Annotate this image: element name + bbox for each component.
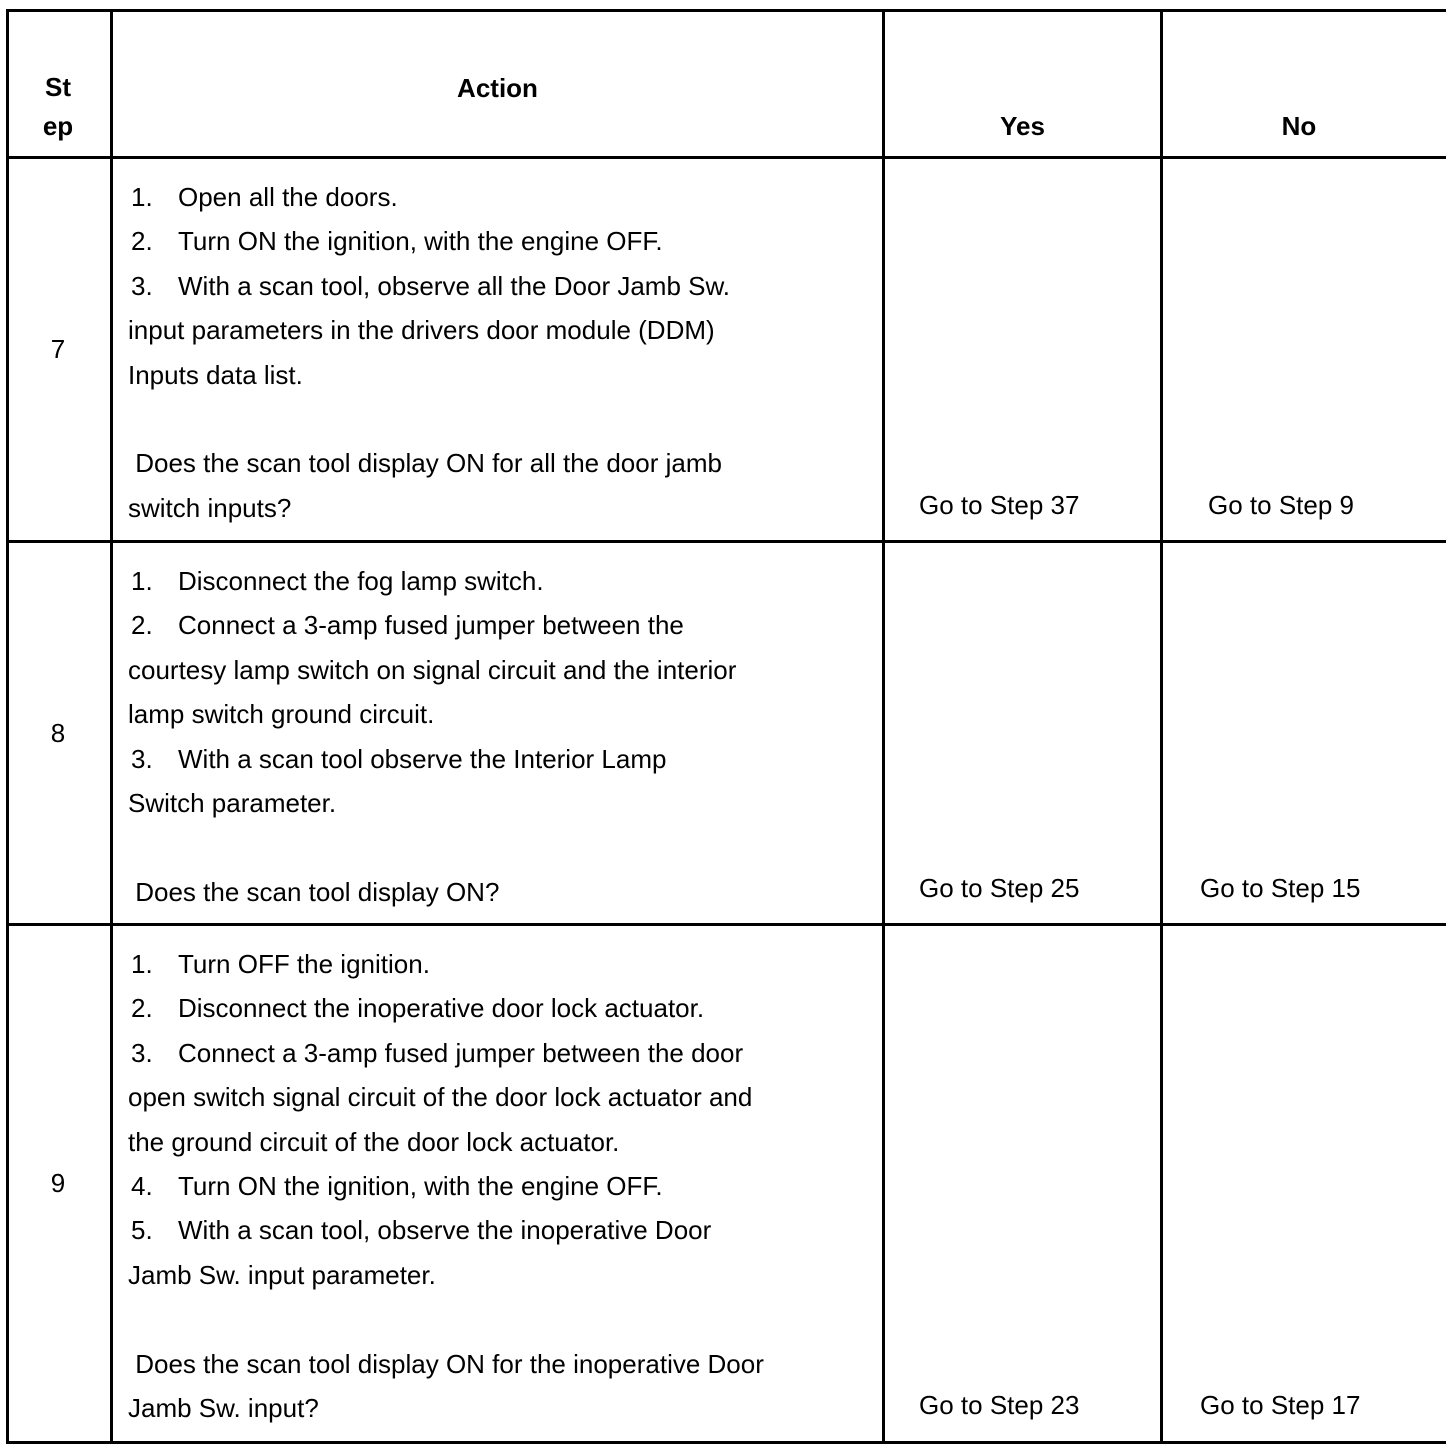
action-line: [128, 870, 736, 914]
action-line: [128, 1164, 764, 1208]
action-line: [128, 986, 764, 1030]
step-number: 7: [50, 334, 66, 364]
action-line-text: open switch signal circuit of the door lock actuator and: [128, 1082, 753, 1113]
row-divider: [9, 156, 1446, 159]
row-divider: [9, 540, 1446, 543]
action-line: [128, 648, 736, 692]
action-line: [128, 1253, 764, 1297]
action-line: [128, 559, 736, 603]
header-yes: Yes: [1000, 111, 1045, 141]
step-list-number: 1.: [131, 566, 153, 596]
action-line-text: input parameters in the drivers door module (DDM): [128, 315, 715, 346]
no-result: Go to Step 17: [1200, 1390, 1361, 1420]
action-line-text: Connect a 3-amp fused jumper between the door: [178, 1037, 744, 1068]
step-list-number: 4.: [131, 1170, 153, 1201]
action-line: [128, 1208, 764, 1252]
yes-result: Go to Step 25: [919, 873, 1080, 903]
action-line: [128, 1120, 764, 1164]
no-result: Go to Step 9: [1208, 490, 1354, 520]
action-line: [128, 603, 736, 647]
action-text: [128, 175, 730, 530]
column-divider: [110, 12, 113, 1441]
action-text: [128, 559, 736, 914]
yes-result: Go to Step 37: [919, 490, 1080, 520]
action-line: [128, 737, 736, 781]
action-text: [128, 942, 764, 1430]
action-line: [128, 781, 736, 825]
step-list-number: 2.: [131, 610, 153, 641]
action-line: [128, 1386, 764, 1430]
step-list-number: 2.: [131, 993, 153, 1024]
step-list-number: 3.: [131, 1037, 153, 1068]
step-list-number: 3.: [131, 270, 153, 301]
step-number: 9: [50, 1168, 66, 1198]
action-line: [128, 308, 730, 352]
header-step: [9, 68, 107, 146]
step-list-number: 1.: [131, 182, 153, 212]
action-line-text: With a scan tool, observe all the Door Jamb Sw.: [178, 270, 731, 301]
row-divider: [9, 923, 1446, 926]
action-line-text: courtesy lamp switch on signal circuit and the interior: [128, 654, 737, 685]
action-line: [128, 1297, 764, 1341]
step-list-number: 2.: [131, 226, 153, 257]
action-line-text: Connect a 3-amp fused jumper between the: [178, 610, 684, 641]
yes-result: Go to Step 23: [919, 1390, 1080, 1420]
no-result: Go to Step 15: [1200, 873, 1361, 903]
action-line: [128, 441, 730, 485]
action-line: [128, 942, 764, 986]
action-line: [128, 1031, 764, 1075]
action-line-text: Does the scan tool display ON for the inoperative Door: [128, 1348, 764, 1379]
action-line: [128, 175, 730, 219]
action-line: [128, 486, 730, 530]
action-line-text: Disconnect the inoperative door lock actuator.: [178, 993, 705, 1024]
action-line-text: Open all the doors.: [178, 182, 398, 212]
action-line: [128, 1075, 764, 1119]
action-line: [128, 264, 730, 308]
diagnostic-table: [6, 9, 1446, 1444]
header-step-line1: St: [45, 72, 71, 102]
header-action: Action: [457, 73, 538, 103]
action-line: [128, 353, 730, 397]
header-step-line2: ep: [42, 111, 74, 141]
action-line-text: Turn OFF the ignition.: [178, 949, 430, 979]
action-line-text: switch inputs?: [128, 492, 292, 523]
step-number: 8: [50, 718, 66, 748]
action-line: [128, 825, 736, 869]
action-line-text: lamp switch ground circuit.: [128, 699, 435, 730]
action-line-text: Turn ON the ignition, with the engine OFF.: [178, 226, 663, 257]
action-line-text: With a scan tool observe the Interior Lamp: [178, 743, 667, 774]
action-line: [128, 692, 736, 736]
step-list-number: 3.: [131, 743, 153, 774]
column-divider: [882, 12, 885, 1441]
action-line-text: Disconnect the fog lamp switch.: [178, 566, 544, 596]
action-line-text: Jamb Sw. input parameter.: [128, 1259, 436, 1290]
action-line-text: Inputs data list.: [128, 359, 303, 390]
action-line-text: Does the scan tool display ON for all the door jamb: [128, 448, 722, 479]
action-line-text: the ground circuit of the door lock actuator.: [128, 1126, 620, 1157]
action-line-text: Does the scan tool display ON?: [128, 876, 500, 907]
step-list-number: 1.: [131, 949, 153, 979]
step-list-number: 5.: [131, 1215, 153, 1246]
column-divider: [1160, 12, 1163, 1441]
action-line-text: With a scan tool, observe the inoperative Door: [178, 1215, 712, 1246]
action-line-text: Turn ON the ignition, with the engine OFF.: [178, 1170, 663, 1201]
action-line: [128, 219, 730, 263]
action-line: [128, 1342, 764, 1386]
action-line-text: Switch parameter.: [128, 787, 337, 818]
action-line: [128, 397, 730, 441]
header-no: No: [1281, 111, 1317, 141]
action-line-text: Jamb Sw. input?: [128, 1392, 319, 1423]
